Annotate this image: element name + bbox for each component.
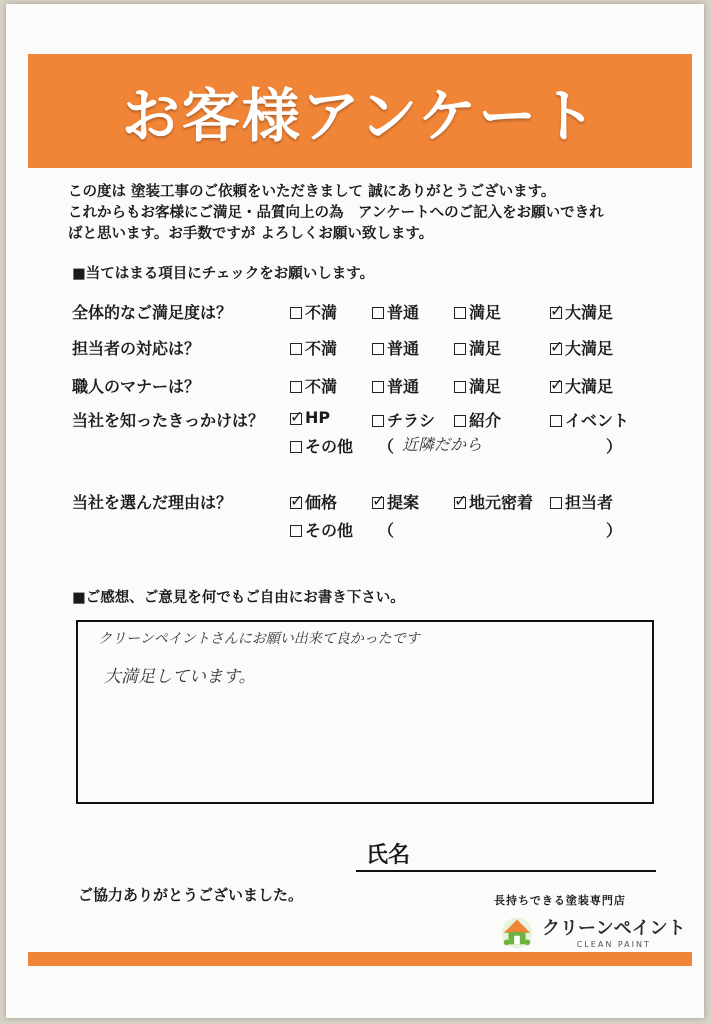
checkbox-checked[interactable] — [290, 490, 304, 510]
page-title: お客様アンケート — [121, 82, 599, 150]
question-row — [72, 300, 672, 328]
option[interactable] — [550, 300, 613, 323]
question-row — [72, 490, 672, 518]
option-label: イベント — [565, 411, 630, 430]
check-mark-icon: ✓ — [550, 374, 564, 394]
other-row-1 — [72, 434, 672, 462]
question-label: 職人のマナーは？ — [72, 377, 201, 396]
checkbox[interactable] — [372, 415, 384, 427]
bottom-accent-bar — [28, 952, 692, 966]
option[interactable] — [290, 490, 337, 513]
check-mark-icon: ✓ — [290, 406, 304, 426]
option[interactable] — [290, 408, 330, 427]
checkbox[interactable] — [550, 497, 562, 509]
option[interactable] — [454, 490, 533, 513]
option-label: 大満足 — [565, 377, 614, 396]
option-label: 価格 — [305, 493, 338, 512]
title-banner — [28, 54, 692, 168]
check-mark-icon: ✓ — [290, 490, 304, 510]
option[interactable] — [550, 408, 629, 431]
checkbox-checked[interactable] — [454, 490, 468, 510]
name-field[interactable] — [356, 870, 656, 872]
option[interactable] — [372, 408, 435, 431]
option[interactable] — [372, 336, 419, 359]
option[interactable] — [290, 374, 337, 397]
option-label: 大満足 — [565, 303, 614, 322]
option-label: チラシ — [387, 411, 436, 430]
question-row — [72, 374, 672, 402]
option-label: 不満 — [305, 339, 338, 358]
paren-open: （ — [378, 437, 395, 456]
option-label: 満足 — [469, 303, 502, 322]
name-label: 氏名 — [366, 843, 411, 868]
comment-box[interactable] — [76, 620, 654, 804]
option-label: 紹介 — [469, 411, 502, 430]
paren-close: ） — [606, 437, 623, 456]
other-option[interactable]: その他 — [290, 518, 353, 541]
checkbox[interactable] — [454, 307, 466, 319]
intro-line: この度は 塗装工事のご依頼をいただきまして 誠にありがとうございます。 — [68, 184, 556, 200]
option-label: HP — [305, 408, 331, 427]
question-row — [72, 336, 672, 364]
survey-sheet — [6, 4, 704, 1018]
question-label: 全体的なご満足度は？ — [72, 303, 233, 322]
option-label: 満足 — [469, 339, 502, 358]
check-mark-icon: ✓ — [372, 490, 386, 510]
logo-subtitle: CLEAN PAINT — [576, 939, 651, 949]
question-label: 当社を選んだ理由は？ — [72, 493, 233, 512]
other-row-2 — [72, 518, 672, 546]
other-handwritten-answer: 近隣だから — [402, 435, 483, 454]
check-mark-icon: ✓ — [550, 300, 564, 320]
option[interactable] — [454, 374, 501, 397]
company-logo — [498, 912, 686, 950]
checkbox[interactable] — [454, 415, 466, 427]
intro-text — [68, 182, 668, 245]
option[interactable] — [454, 300, 501, 323]
house-logo-icon — [498, 912, 536, 950]
checkbox[interactable] — [290, 381, 302, 393]
option-label: 満足 — [469, 377, 502, 396]
option-label: 大満足 — [565, 339, 614, 358]
option-label: 地元密着 — [469, 493, 534, 512]
other-option[interactable]: その他 — [290, 434, 353, 457]
option[interactable] — [290, 300, 337, 323]
checkbox[interactable] — [372, 307, 384, 319]
option[interactable] — [550, 490, 613, 513]
intro-line: これからもお客様にご満足・品質向上の為 アンケートへのご記入をお願いできれ — [68, 205, 604, 221]
checkbox-checked[interactable] — [372, 490, 386, 510]
check-mark-icon: ✓ — [550, 336, 564, 356]
comment-line: 大満足しています。 — [104, 667, 256, 687]
option[interactable] — [454, 336, 501, 359]
checkbox-checked[interactable] — [550, 336, 564, 356]
comment-line: クリーンペイントさんにお願い出来て良かったです — [98, 631, 420, 647]
option[interactable] — [290, 336, 337, 359]
option[interactable] — [372, 374, 419, 397]
option-label: 普通 — [387, 339, 420, 358]
checkbox-checked[interactable] — [550, 300, 564, 320]
check-mark-icon: ✓ — [454, 490, 468, 510]
paren-open: （ — [378, 521, 395, 540]
option-label: 不満 — [305, 377, 338, 396]
option-label: 担当者 — [565, 493, 614, 512]
logo-name: クリーンペイント — [542, 917, 686, 939]
tagline: 長持ちできる塗装専門店 — [494, 894, 626, 907]
question-label: 担当者の対応は？ — [72, 339, 201, 358]
option[interactable] — [372, 300, 419, 323]
question-row — [72, 408, 672, 436]
option-label: 不満 — [305, 303, 338, 322]
option[interactable] — [372, 490, 419, 513]
checkbox-checked[interactable] — [550, 374, 564, 394]
checkbox[interactable] — [290, 307, 302, 319]
checkbox[interactable] — [454, 381, 466, 393]
checkbox[interactable] — [372, 381, 384, 393]
section-comment-heading: ■ご感想、ご意見を何でもご自由にお書き下さい。 — [72, 590, 405, 606]
thanks-text: ご協力ありがとうございました。 — [78, 886, 304, 904]
checkbox[interactable] — [454, 343, 466, 355]
checkbox[interactable] — [290, 525, 302, 537]
option-label: 普通 — [387, 303, 420, 322]
section-check-heading: ■当てはまる項目にチェックをお願いします。 — [72, 266, 375, 282]
option-label: 提案 — [387, 493, 420, 512]
checkbox-checked[interactable] — [290, 406, 304, 426]
checkbox[interactable] — [290, 441, 302, 453]
paren-close: ） — [606, 521, 623, 540]
checkbox[interactable] — [372, 343, 384, 355]
intro-line: ばと思います。お手数ですが よろしくお願い致します。 — [68, 226, 434, 242]
option-label: 普通 — [387, 377, 420, 396]
option[interactable] — [454, 408, 501, 431]
option[interactable] — [550, 336, 613, 359]
question-label: 当社を知ったきっかけは？ — [72, 411, 265, 430]
option[interactable] — [550, 374, 613, 397]
checkbox[interactable] — [290, 343, 302, 355]
checkbox[interactable] — [550, 415, 562, 427]
